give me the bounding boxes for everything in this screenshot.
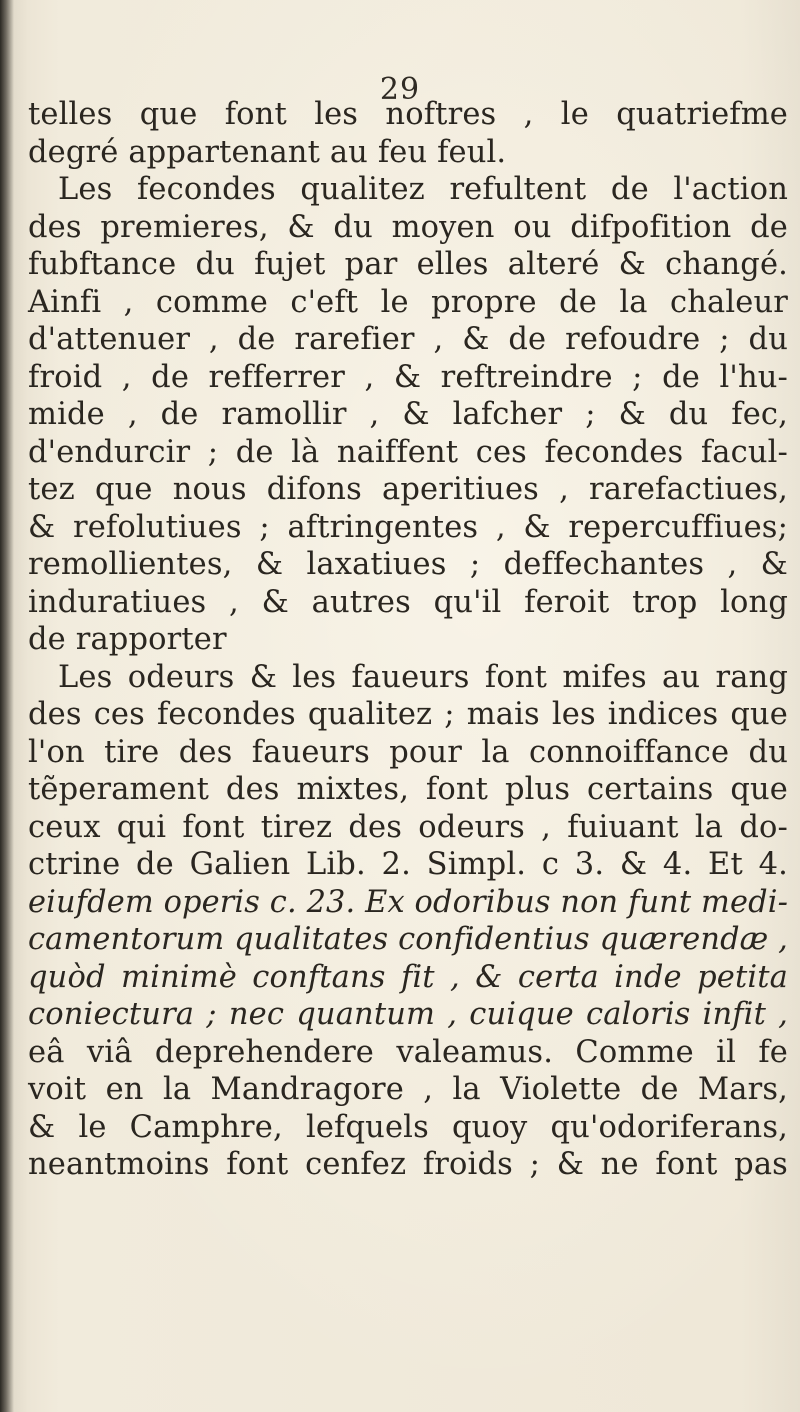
text-line: des premieres, & du moyen ou difpofition de (28, 209, 788, 245)
text-line: coniectura ; nec quantum , cuique caloris infit , (28, 997, 788, 1032)
text-line: eâ viâ deprehendere valeamus. Comme il fe (28, 1034, 788, 1070)
text-line: tẽperament des mixtes, font plus certains que (28, 772, 788, 807)
text-line: & le Camphre, lefquels quoy qu'odoriferans, (28, 1109, 788, 1145)
body-text (28, 96, 788, 1184)
text-line: de rapporter (28, 622, 227, 657)
text-line: degré appartenant au feu feul. (28, 134, 507, 170)
text-line: tez que nous difons aperitiues , rarefactiues, (28, 472, 788, 507)
text-line: d'attenuer , de rarefier , & de refoudre ; du (28, 322, 788, 357)
text-line: ceux qui font tirez des odeurs , fuiuant la do- (28, 809, 788, 845)
text-line: quòd minimè conftans fit , & certa inde petita (28, 959, 788, 995)
text-line: telles que font les noftres , le quatriefme (28, 97, 788, 132)
text-line: d'endurcir ; de là naiffent ces fecondes facul- (28, 434, 788, 470)
text-line: camentorum qualitates confidentius quærendæ , (28, 922, 788, 957)
binding-shadow (0, 0, 14, 1412)
text-line: eiufdem operis c. 23. Ex odoribus non funt medi- (28, 884, 789, 920)
text-line: Ainfi , comme c'eft le propre de la chaleur (28, 284, 788, 320)
text-line: voit en la Mandragore , la Violette de Mars, (28, 1072, 788, 1107)
page-number: 29 (379, 72, 421, 107)
text-line: ctrine de Galien Lib. 2. Simpl. c 3. & 4. Et 4. (28, 847, 788, 882)
text-line: & refolutiues ; aftringentes , & repercuffiues; (28, 509, 788, 545)
text-line: remollientes, & laxatiues ; deffechantes , & (28, 547, 788, 582)
text-line: l'on tire des faueurs pour la connoiffance du (28, 734, 788, 770)
text-line: fubftance du fujet par elles alteré & changé. (28, 247, 788, 282)
text-line: mide , de ramollir , & lafcher ; & du fec, (28, 397, 788, 432)
text-line: Les odeurs & les faueurs font mifes au rang (58, 659, 788, 695)
text-line: Les fecondes qualitez refultent de l'action (58, 172, 788, 207)
text-line: des ces fecondes qualitez ; mais les indices que (28, 697, 788, 732)
text-line: neantmoins font cenfez froids ; & ne font pas (28, 1147, 788, 1182)
text-line: froid , de refferrer , & reftreindre ; de l'hu- (28, 359, 788, 395)
text-line: induratiues , & autres qu'il feroit trop long (28, 584, 788, 620)
